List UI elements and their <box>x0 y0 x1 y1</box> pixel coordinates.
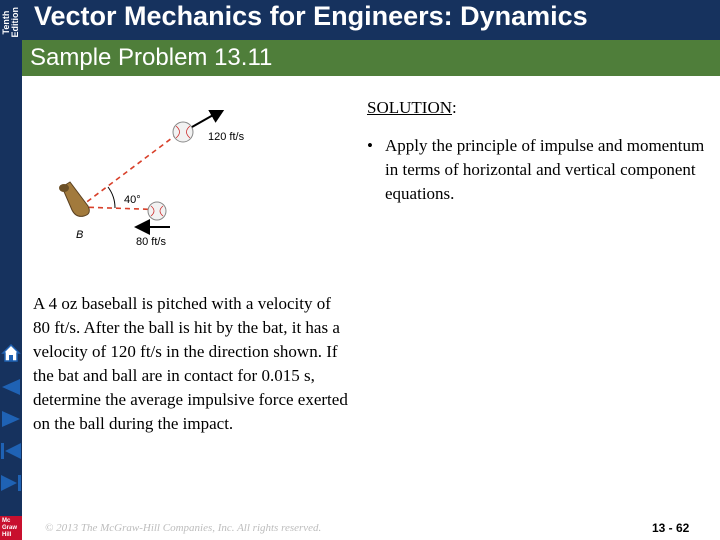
last-slide-icon[interactable] <box>0 472 22 494</box>
baseball-after-icon <box>173 122 193 142</box>
baseball-diagram <box>40 110 320 260</box>
solution-heading <box>367 98 457 118</box>
baseball-before-icon <box>148 202 166 220</box>
velocity-after-arrow <box>192 110 222 127</box>
previous-slide-icon[interactable] <box>0 376 22 398</box>
edition-text: Tenth Edition <box>1 6 20 38</box>
title-bar <box>22 0 720 40</box>
first-slide-icon[interactable] <box>0 440 22 462</box>
solution-heading-colon: : <box>452 98 457 117</box>
solution-bullet <box>367 134 707 206</box>
slide-subtitle: Sample Problem 13.11 <box>30 44 273 71</box>
copyright-notice: © 2013 The McGraw-Hill Companies, Inc. All rights reserved. <box>45 522 322 534</box>
mcgraw-hill-logo <box>0 516 22 540</box>
logo-line-2: Graw <box>2 525 18 531</box>
velocity-after-label: 120 ft/s <box>208 131 245 143</box>
bat-icon <box>59 182 89 216</box>
home-icon[interactable] <box>0 342 22 364</box>
page-title: Vector Mechanics for Engineers: Dynamics <box>34 1 588 31</box>
page-number: 13 - 62 <box>652 521 690 535</box>
subtitle-bar <box>22 40 720 76</box>
velocity-before-label: 80 ft/s <box>136 236 166 248</box>
angle-arc <box>108 187 115 208</box>
bullet-mark: • <box>367 136 373 155</box>
solution-heading-text: SOLUTION <box>367 98 452 117</box>
solution-bullet-text: Apply the principle of impulse and momentum in terms of horizontal and vertical component equations. <box>385 136 705 203</box>
next-slide-icon[interactable] <box>0 408 22 430</box>
edition-label <box>1 0 21 44</box>
logo-line-3: Hill <box>2 532 12 538</box>
angle-label: 40° <box>124 194 141 206</box>
logo-line-1: Mc <box>2 518 11 524</box>
problem-statement: A 4 oz baseball is pitched with a velocity of 80 ft/s. After the ball is hit by the bat, it has a velocity of 120 ft/s in the direction shown. If the bat and ball are in contact for 0.015 s, determine the average impulsive force exerted on the ball during the impact. <box>33 294 348 433</box>
point-label: B <box>76 229 84 241</box>
